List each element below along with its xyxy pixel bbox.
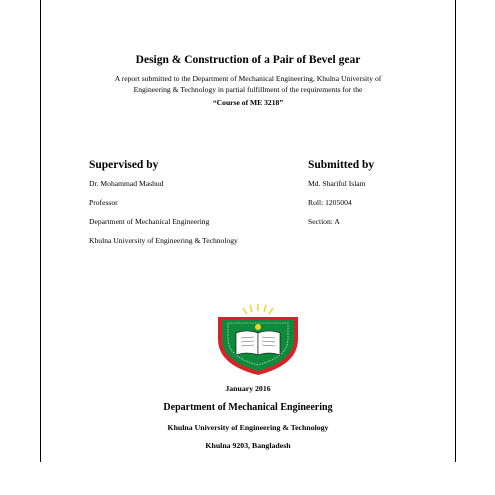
- submitted-by-heading: Submitted by: [308, 159, 375, 171]
- submission-line-2: Engineering & Technology in partial fulfillment of the requirements for the: [133, 85, 363, 94]
- footer-department: Department of Mechanical Engineering: [163, 402, 333, 413]
- footer-address: Khulna 9203, Bangladesh: [205, 441, 291, 450]
- supervised-by-heading: Supervised by: [89, 159, 159, 171]
- supervisor-details: [89, 178, 238, 254]
- supervisor-department: Department of Mechanical Engineering: [89, 217, 210, 226]
- kuet-emblem-icon: [214, 303, 302, 376]
- supervisor-name: Dr. Mohammad Mashud: [89, 179, 164, 188]
- footer-university: Khulna University of Engineering & Technology: [167, 423, 329, 432]
- report-date: January 2016: [225, 384, 271, 393]
- supervisor-designation: Professor: [89, 198, 118, 207]
- submission-line-1: A report submitted to the Department of Mechanical Engineering, Khulna University of: [114, 74, 382, 83]
- student-roll: Roll: 1205004: [308, 198, 352, 207]
- report-title: Design & Construction of a Pair of Bevel gear: [135, 54, 361, 66]
- supervisor-university: Khulna University of Engineering & Technology: [89, 236, 238, 245]
- sun-disc: [255, 324, 261, 330]
- page-border-right: [455, 0, 456, 462]
- course-name: “Course of ME 3218”: [212, 98, 284, 107]
- page-border-left: [40, 0, 41, 462]
- student-section: Section: A: [308, 217, 340, 226]
- student-details: [308, 178, 366, 235]
- sun-rays: [243, 304, 273, 314]
- student-name: Md. Shariful Islam: [308, 179, 366, 188]
- submission-statement: [42, 73, 454, 95]
- open-book: [236, 331, 280, 355]
